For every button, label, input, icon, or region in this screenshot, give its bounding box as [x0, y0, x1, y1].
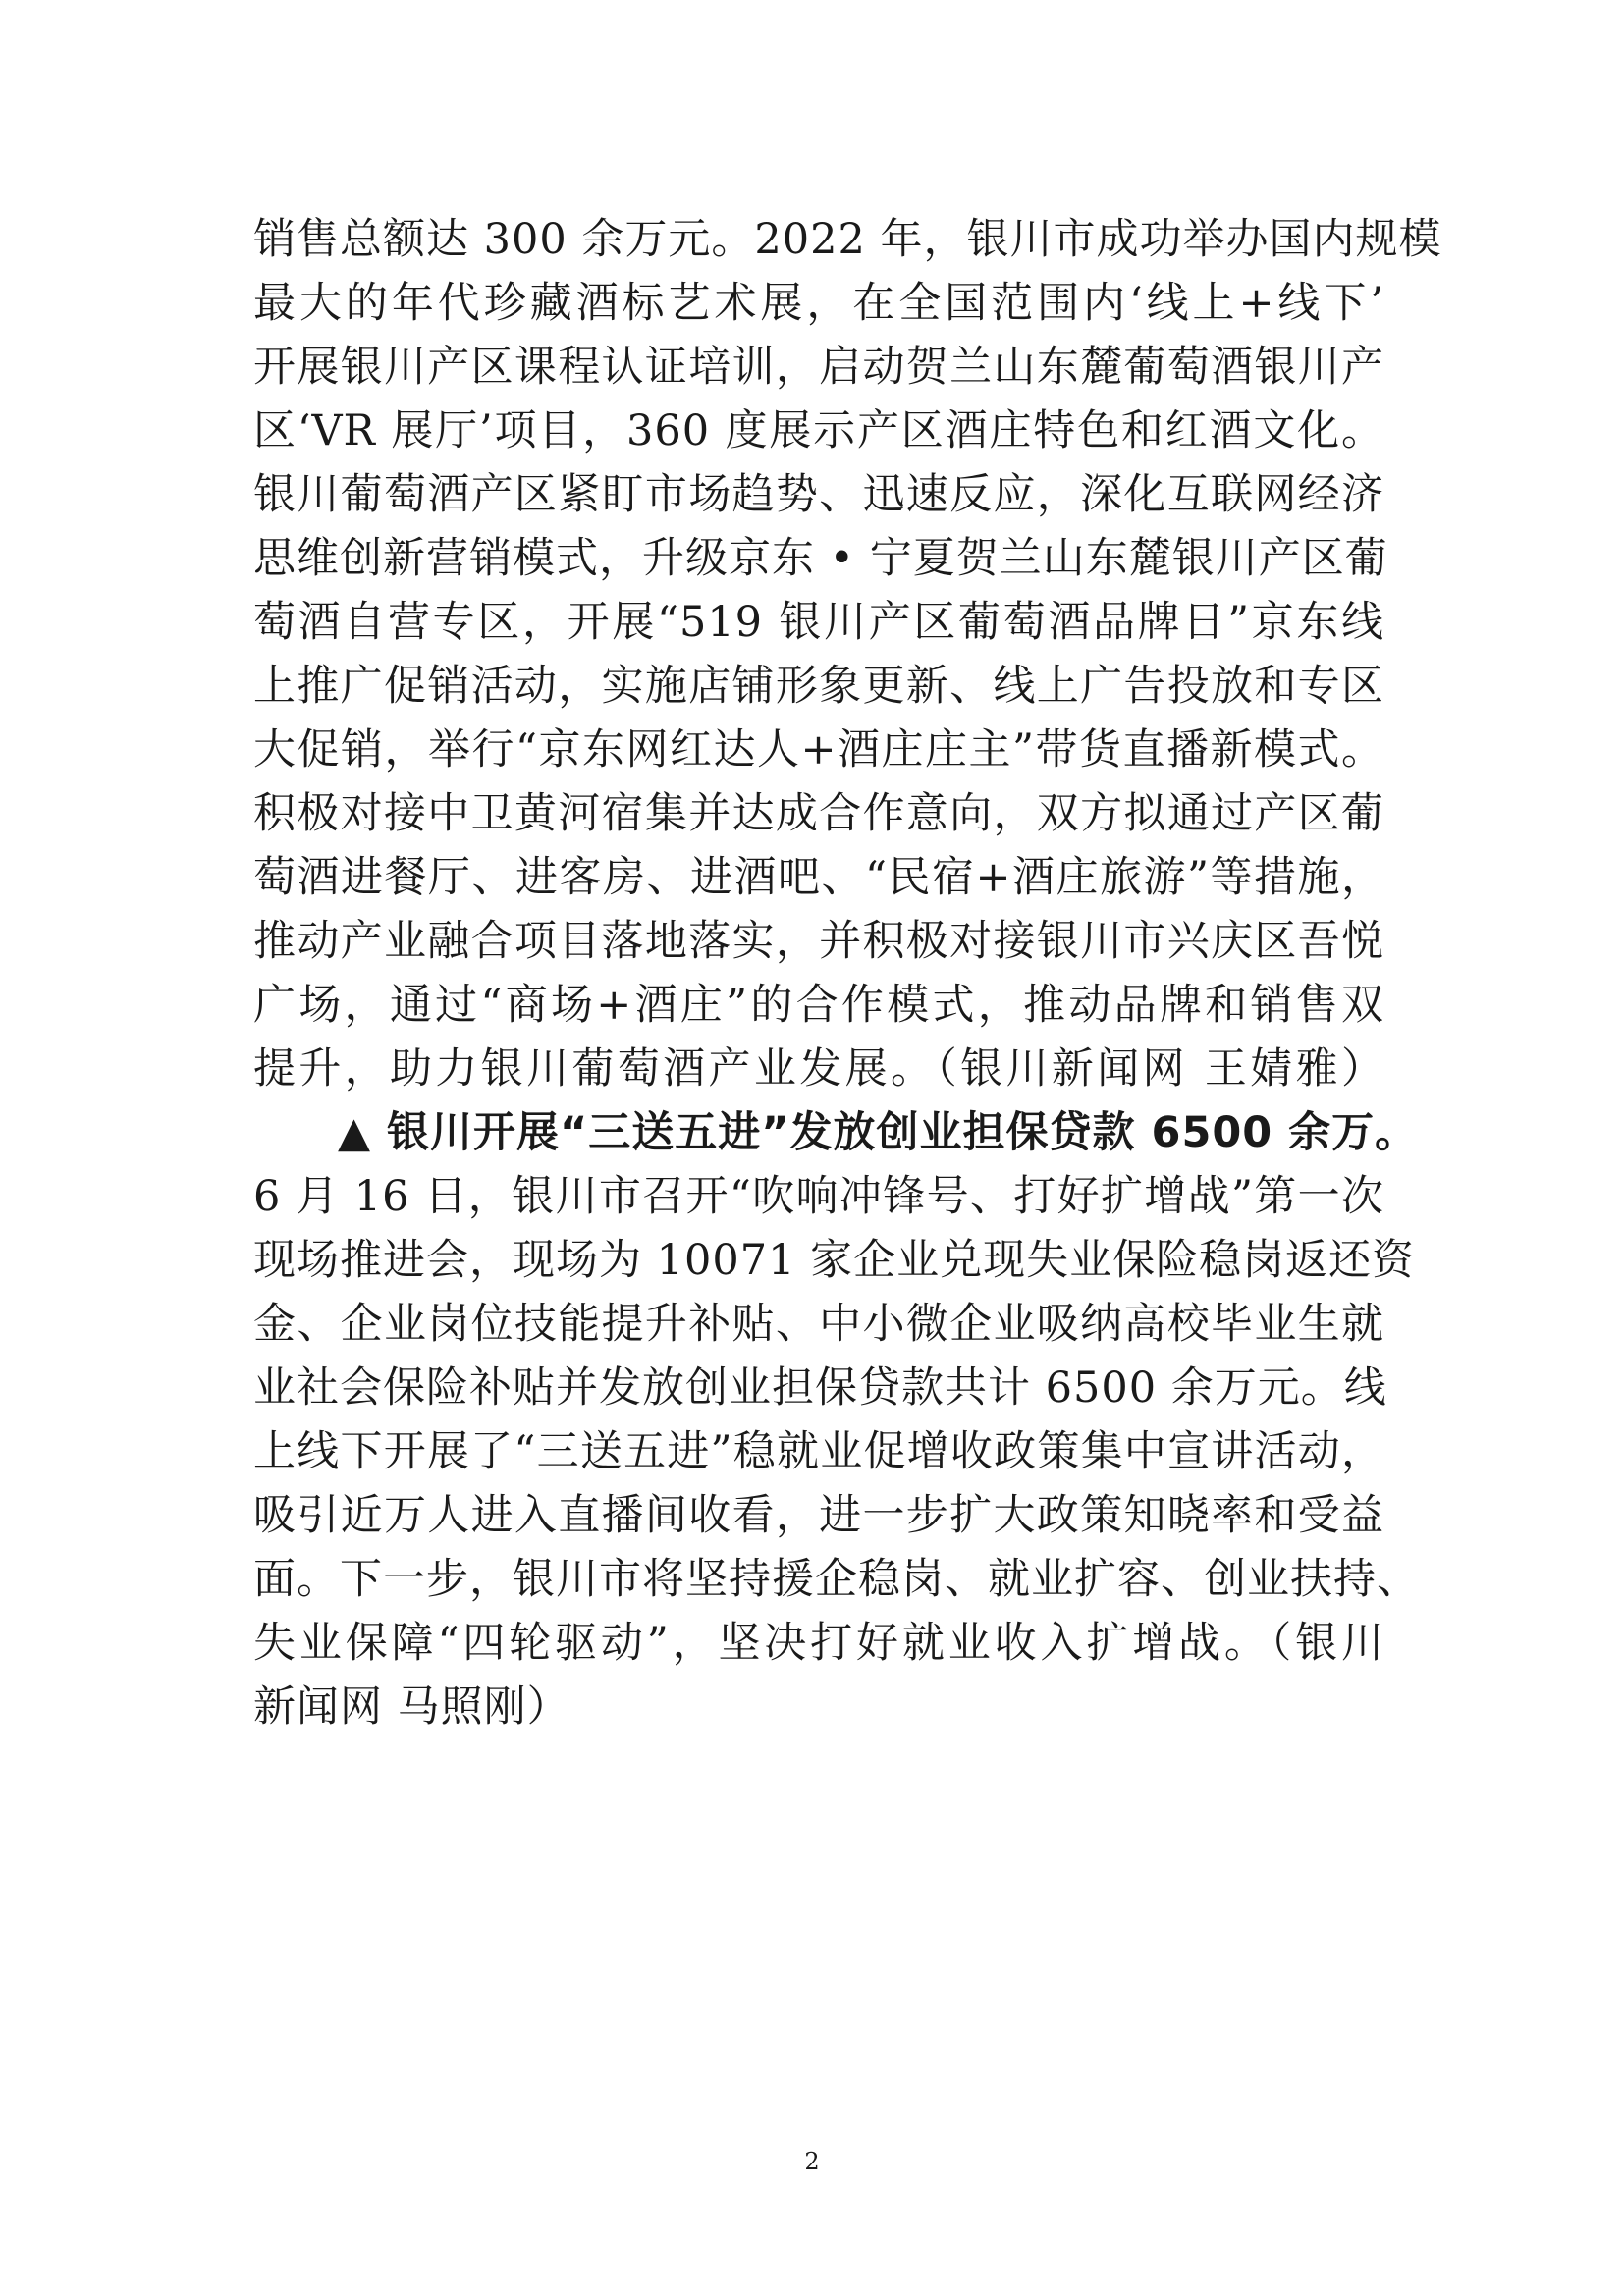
text-line: 萄酒进餐厅、进客房、进酒吧、“民宿+酒庄旅游”等措施， [253, 853, 1384, 902]
text-line: 大促销，举行“京东网红达人+酒庄庄主”带货直播新模式。 [253, 725, 1384, 774]
news-headline: ▲ 银川开展“三送五进”发放创业担保贷款 6500 余万。 [338, 1108, 1419, 1157]
text-line: 现场推进会，现场为 10071 家企业兑现失业保险稳岗返还资 [253, 1236, 1416, 1285]
paragraph-employment-loans [253, 1101, 1420, 1739]
text-line: 业社会保险补贴并发放创业担保贷款共计 6500 余万元。线 [253, 1363, 1387, 1413]
text-line: 思维创新营销模式，升级京东 • 宁夏贺兰山东麓银川产区葡 [253, 534, 1388, 583]
paragraph-wine-industry [253, 208, 1442, 1101]
text-line: 面。下一步，银川市将坚持援企稳岗、就业扩容、创业扶持、 [253, 1555, 1420, 1604]
text-line: 金、企业岗位技能提升补贴、中小微企业吸纳高校毕业生就 [253, 1300, 1384, 1349]
text-line: 上推广促销活动，实施店铺形象更新、线上广告投放和专区 [253, 662, 1384, 711]
text-line: 新闻网 马照刚） [253, 1682, 570, 1732]
document-body [253, 208, 1442, 1739]
text-line: 提升，助力银川葡萄酒产业发展。（银川新闻网 王婧雅） [253, 1044, 1384, 1094]
page-number: 2 [804, 2148, 820, 2175]
text-line: 银川葡萄酒产区紧盯市场趋势、迅速反应，深化互联网经济 [253, 470, 1384, 519]
text-line: 最大的年代珍藏酒标艺术展，在全国范围内‘线上+线下’ [253, 279, 1384, 328]
text-line: 失业保障“四轮驱动”，坚决打好就业收入扩增战。（银川 [253, 1619, 1384, 1668]
text-line: 开展银川产区课程认证培训，启动贺兰山东麓葡萄酒银川产 [253, 343, 1384, 392]
text-line: 广场，通过“商场+酒庄”的合作模式，推动品牌和销售双 [253, 981, 1384, 1030]
text-line: 区‘VR 展厅’项目，360 度展示产区酒庄特色和红酒文化。 [253, 406, 1384, 455]
text-line: 6 月 16 日，银川市召开“吹响冲锋号、打好扩增战”第一次 [253, 1172, 1384, 1221]
text-line: 销售总额达 300 余万元。2022 年，银川市成功举办国内规模 [253, 215, 1442, 264]
text-line: 萄酒自营专区，开展“519 银川产区葡萄酒品牌日”京东线 [253, 598, 1384, 647]
text-line: 吸引近万人进入直播间收看，进一步扩大政策知晓率和受益 [253, 1491, 1384, 1540]
text-line: 积极对接中卫黄河宿集并达成合作意向，双方拟通过产区葡 [253, 789, 1384, 838]
text-line: 推动产业融合项目落地落实，并积极对接银川市兴庆区吾悦 [253, 917, 1384, 966]
text-line: 上线下开展了“三送五进”稳就业促增收政策集中宣讲活动， [253, 1427, 1384, 1476]
